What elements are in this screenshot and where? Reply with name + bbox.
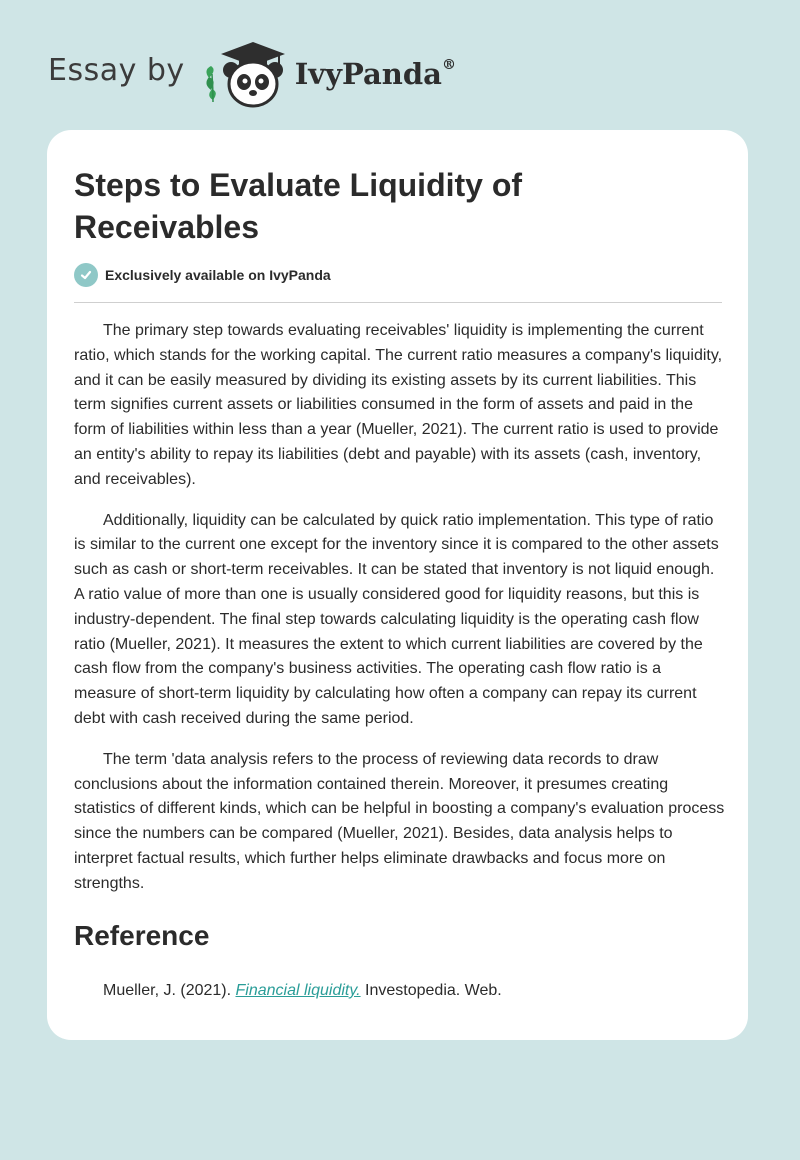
paragraph: Additionally, liquidity can be calculated by quick ratio implementation. This type of ratio is similar to the current one except for the inventory since it is compared to the other assets such as cash or short-term receivables. It can be stated that inventory is not liquid enough. A ratio value of more than one is usually considered good for liquidity reasons, but this is industry-dependent. The final step towards calculating liquidity is the operating cash flow ratio (Mueller, 2021). It measures the extent to which current liabilities are covered by the cash flow from the company's business activities. The operating cash flow ratio is a measure of short-term liquidity by calculating how often a company can repay its current debt with cash received during the same period. (74, 511, 719, 727)
reference-link[interactable]: Financial liquidity. (235, 982, 361, 999)
essay-body (74, 319, 726, 913)
site-header (48, 38, 456, 108)
essay-card (47, 130, 748, 1040)
paragraph: The primary step towards evaluating receivables' liquidity is implementing the current ratio, which stands for the working capital. The current ratio measures a company's liquidity, and it can be easily measured by dividing its existing assets by its current liabilities. This term signifies current assets or liabilities consumed in the form of assets and paid in the form of liabilities within less than a year (Mueller, 2021). The current ratio is used to provide an entity's ability to repay its liabilities (debt and payable) with its assets (cash, inventory, and receivables). (74, 322, 723, 488)
exclusive-badge (74, 263, 331, 287)
reference-item (103, 982, 502, 1000)
paragraph: The term 'data analysis refers to the process of reviewing data records to draw conclusions about the information contained therein. Moreover, it presumes creating statistics of different kinds, which can be helpful in boosting a company's evaluation process since the numbers can be compared (Mueller, 2021). Besides, data analysis helps to interpret factual results, which further helps eliminate drawbacks and focus more on strengths. (74, 750, 725, 892)
registered-mark: ® (441, 57, 456, 74)
check-icon (74, 263, 98, 287)
reference-heading: Reference (74, 920, 210, 951)
brand-name[interactable]: IvyPanda® (294, 57, 456, 91)
divider (74, 302, 722, 303)
page-title: Steps to Evaluate Liquidity of Receivables (74, 167, 523, 245)
reference-author: Mueller, J. (2021). (103, 982, 236, 999)
panda-logo-icon[interactable] (199, 38, 287, 108)
essay-by-label: Essay by (48, 52, 185, 88)
reference-suffix: Investopedia. Web. (360, 982, 502, 999)
exclusive-badge-label: Exclusively available on IvyPanda (105, 267, 331, 283)
